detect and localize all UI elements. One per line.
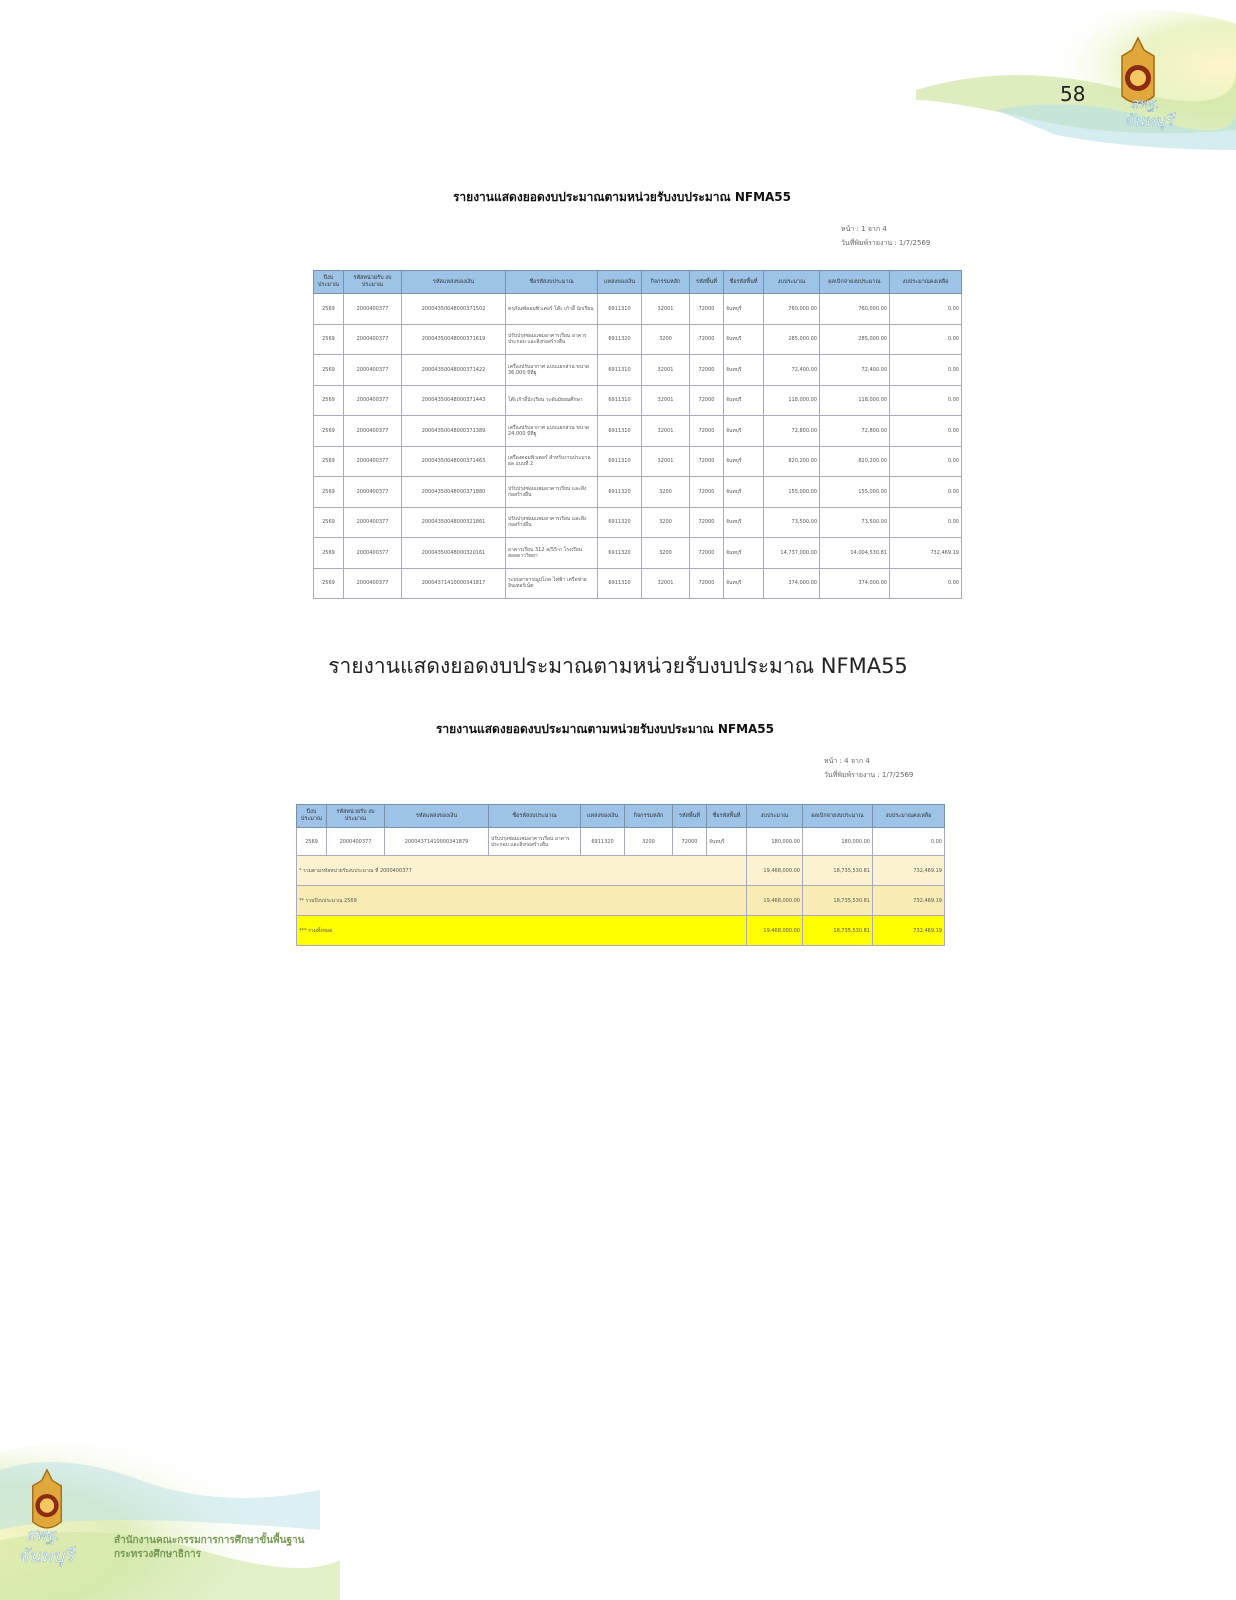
table-cell: 20004350048000371619 (402, 324, 506, 355)
table-cell: จันทบุรี (724, 538, 764, 569)
table-cell: 2000400377 (344, 294, 402, 325)
table-cell: ปรับปรุงซ่อมแซมอาคารเรียน อาคารประกอบ และสิ่งก่อสร้างอื่น (506, 324, 598, 355)
table-row (314, 385, 962, 416)
table-cell: 2000400377 (344, 416, 402, 447)
table-cell: 0.00 (890, 385, 962, 416)
table-row (314, 446, 962, 477)
table-cell: 72000 (690, 538, 724, 569)
table-cell: 0.00 (890, 416, 962, 447)
table-cell: 2569 (314, 477, 344, 508)
report-screenshot-2 (296, 720, 942, 960)
table-cell: 6911320 (598, 538, 642, 569)
table-cell: 72000 (690, 477, 724, 508)
table-cell: 73,500.00 (820, 507, 890, 538)
summary-remaining: 732,469.19 (873, 886, 945, 916)
summary-spent: 18,735,530.81 (803, 856, 873, 886)
table-cell: 6911310 (598, 446, 642, 477)
table-row (314, 568, 962, 599)
column-header: ชื่อรหัสงบประมาณ (506, 271, 598, 294)
table-cell: 72000 (690, 507, 724, 538)
table-cell: 32001 (642, 294, 690, 325)
table-cell: 3200 (642, 324, 690, 355)
table-cell: อาคารเรียน 312 ล/55-ก โรงเรียนสอยดาววิทยา (506, 538, 598, 569)
column-header: รหัสพื้นที่ (690, 271, 724, 294)
table-cell: 20004350048000371422 (402, 355, 506, 386)
table-cell: จันทบุรี (724, 416, 764, 447)
table-cell: 6911310 (598, 568, 642, 599)
table-cell: 72000 (690, 568, 724, 599)
table-cell: 72000 (690, 324, 724, 355)
table-cell: 72,400.00 (820, 355, 890, 386)
column-header: รหัสหน่วยรับ งบประมาณ (327, 805, 385, 828)
table-cell: 32001 (642, 355, 690, 386)
column-header: รหัสแหล่งของเงิน (385, 805, 489, 828)
table-cell: 72,800.00 (764, 416, 820, 447)
column-header: กิจกรรมหลัก (625, 805, 673, 828)
column-header: รหัสพื้นที่ (673, 805, 707, 828)
table-cell: 285,000.00 (764, 324, 820, 355)
table-cell: 2569 (314, 324, 344, 355)
print-date: วันที่พิมพ์รายงาน : 1/7/2569 (841, 239, 931, 247)
table-cell: เครื่องปรับอากาศ แบบแยกส่วน ขนาด 24,000 บีทียู (506, 416, 598, 447)
table-cell: 2569 (314, 355, 344, 386)
table-cell: 2000400377 (344, 385, 402, 416)
table-cell: 6911310 (598, 355, 642, 386)
table-cell: 155,000.00 (820, 477, 890, 508)
footer-logo-wordmark (12, 1522, 112, 1570)
table-cell: 20004371410000341817 (402, 568, 506, 599)
table-row (314, 477, 962, 508)
table-cell: จันทบุรี (724, 568, 764, 599)
table-cell: 3200 (625, 828, 673, 856)
table-cell: จันทบุรี (707, 828, 747, 856)
table-cell: 0.00 (890, 294, 962, 325)
table-cell: 3200 (642, 477, 690, 508)
table-row (314, 538, 962, 569)
print-date: วันที่พิมพ์รายงาน : 1/7/2569 (824, 771, 914, 779)
summary-remaining: 732,469.19 (873, 916, 945, 946)
table-cell: 20004371410000341879 (385, 828, 489, 856)
svg-text:สพฐ.: สพฐ. (1130, 96, 1160, 112)
table-cell: 732,469.19 (890, 538, 962, 569)
column-header: งบประมาณคงเหลือ (873, 805, 945, 828)
table-cell: 118,000.00 (764, 385, 820, 416)
table-row (297, 828, 945, 856)
table-cell: 20004350048000371389 (402, 416, 506, 447)
table-cell: 72000 (690, 294, 724, 325)
summary-label: * รวมตามรหัสหน่วยรับงบประมาณ ที่ 2000400377 (297, 856, 747, 886)
report-screenshot-1 (313, 188, 959, 608)
table-cell: 6911320 (598, 477, 642, 508)
page-info: หน้า : 4 จาก 4 (824, 757, 870, 765)
table-cell: 118,000.00 (820, 385, 890, 416)
page-number: 58 (1060, 82, 1086, 106)
table-row (314, 355, 962, 386)
table-cell: 6911310 (598, 294, 642, 325)
summary-budget: 19,468,000.00 (747, 856, 803, 886)
table-cell: 0.00 (890, 507, 962, 538)
svg-text:จันทบุรี: จันทบุรี (18, 1546, 74, 1567)
table-cell: 760,000.00 (764, 294, 820, 325)
table-cell: 20004350048000320161 (402, 538, 506, 569)
table-cell: 2000400377 (344, 324, 402, 355)
table-row (314, 416, 962, 447)
table-cell: 32001 (642, 446, 690, 477)
table-cell: 72000 (690, 446, 724, 477)
svg-text:สพฐ.: สพฐ. (26, 1525, 61, 1544)
report-title: รายงานแสดงยอดงบประมาณตามหน่วยรับงบประมาณ NFMA55 (435, 722, 775, 736)
column-header: รหัสหน่วยรับ งบประมาณ (344, 271, 402, 294)
table-cell: 20004350048000371880 (402, 477, 506, 508)
table-cell: ระบบสาธารณูปโภค ไฟฟ้า เครือข่ายอินเทอร์เน็ต (506, 568, 598, 599)
table-cell: 6911310 (598, 385, 642, 416)
table-cell: 374,000.00 (820, 568, 890, 599)
table-cell: 6911320 (581, 828, 625, 856)
summary-remaining: 732,469.19 (873, 856, 945, 886)
logo-wordmark (1120, 92, 1210, 132)
table-cell: 2569 (314, 385, 344, 416)
summary-label: ** รวมปีงบประมาณ 2569 (297, 886, 747, 916)
table-cell: ครุภัณฑ์คอมพิวเตอร์ โต๊ะ เก้าอี้ นักเรียน (506, 294, 598, 325)
summary-budget: 19,468,000.00 (747, 916, 803, 946)
table-cell: 2000400377 (344, 538, 402, 569)
column-header: งบประมาณคงเหลือ (890, 271, 962, 294)
column-header: แหล่งของเงิน (598, 271, 642, 294)
table-cell: 14,004,530.81 (820, 538, 890, 569)
summary-row (297, 886, 945, 916)
budget-table-summary (296, 804, 945, 946)
column-header: งบประมาณ (747, 805, 803, 828)
summary-row (297, 916, 945, 946)
column-header: ผลเบิกจ่ายงบประมาณ (820, 271, 890, 294)
column-header: แหล่งของเงิน (581, 805, 625, 828)
table-cell: 20004350048000321861 (402, 507, 506, 538)
table-cell: จันทบุรี (724, 446, 764, 477)
table-cell: 2000400377 (344, 477, 402, 508)
footer-agency (114, 1534, 304, 1562)
table-cell: 20004350048000371443 (402, 385, 506, 416)
table-cell: 20004350048000371502 (402, 294, 506, 325)
table-cell: 6911320 (598, 507, 642, 538)
table-cell: 2569 (314, 568, 344, 599)
table-cell: จันทบุรี (724, 355, 764, 386)
table-cell: 180,000.00 (747, 828, 803, 856)
table-row (314, 324, 962, 355)
table-cell: ปรับปรุงซ่อมแซมอาคารเรียน และสิ่งก่อสร้างอื่น (506, 477, 598, 508)
table-cell: 0.00 (873, 828, 945, 856)
table-cell: จันทบุรี (724, 477, 764, 508)
table-cell: 285,000.00 (820, 324, 890, 355)
column-header: ผลเบิกจ่ายงบประมาณ (803, 805, 873, 828)
table-cell: เครื่องปรับอากาศ แบบแยกส่วน ขนาด 36,000 บีทียู (506, 355, 598, 386)
column-header: ชื่อรหัสงบประมาณ (489, 805, 581, 828)
column-header: กิจกรรมหลัก (642, 271, 690, 294)
table-cell: 2000400377 (344, 568, 402, 599)
table-cell: 6911310 (598, 416, 642, 447)
figure-caption: รายงานแสดงยอดงบประมาณตามหน่วยรับงบประมาณ NFMA55 (328, 654, 908, 678)
table-cell: 2000400377 (344, 355, 402, 386)
table-cell: 32001 (642, 385, 690, 416)
table-cell: 2569 (314, 538, 344, 569)
table-cell: 0.00 (890, 477, 962, 508)
table-cell: 72,800.00 (820, 416, 890, 447)
table-cell: 72000 (690, 355, 724, 386)
table-cell: 2000400377 (327, 828, 385, 856)
table-cell: 2569 (314, 294, 344, 325)
table-cell: 20004350048000371463 (402, 446, 506, 477)
page-info: หน้า : 1 จาก 4 (841, 225, 887, 233)
table-cell: 820,200.00 (820, 446, 890, 477)
table-cell: 820,200.00 (764, 446, 820, 477)
table-cell: จันทบุรี (724, 507, 764, 538)
table-cell: 32001 (642, 416, 690, 447)
agency-name: สำนักงานคณะกรรมการการศึกษาขั้นพื้นฐาน (114, 1535, 305, 1546)
table-cell: ปรับปรุงซ่อมแซมอาคารเรียน และสิ่งก่อสร้างอื่น (506, 507, 598, 538)
table-cell: ปรับปรุงซ่อมแซมอาคารเรียน อาคารประกอบ และสิ่งก่อสร้างอื่น (489, 828, 581, 856)
report-meta (824, 754, 914, 782)
table-cell: 0.00 (890, 568, 962, 599)
table-cell: 14,737,000.00 (764, 538, 820, 569)
column-header: ชื่อรหัสพื้นที่ (707, 805, 747, 828)
table-row (314, 294, 962, 325)
summary-label: *** รวมทั้งหมด (297, 916, 747, 946)
table-cell: จันทบุรี (724, 324, 764, 355)
column-header: ชื่อรหัสพื้นที่ (724, 271, 764, 294)
table-cell: โต๊ะเก้าอี้นักเรียน ระดับมัธยมศึกษา (506, 385, 598, 416)
table-cell: 2569 (314, 507, 344, 538)
table-cell: 2569 (314, 446, 344, 477)
table-cell: 3200 (642, 538, 690, 569)
table-cell: 2000400377 (344, 507, 402, 538)
table-cell: เครื่องคอมพิวเตอร์ สำหรับงานประมวลผล แบบที่ 2 (506, 446, 598, 477)
table-cell: 72000 (690, 385, 724, 416)
budget-table (313, 270, 962, 599)
ministry-name: กระทรวงศึกษาธิการ (114, 1549, 202, 1560)
table-cell: จันทบุรี (724, 385, 764, 416)
table-cell: 180,000.00 (803, 828, 873, 856)
table-cell: 374,000.00 (764, 568, 820, 599)
table-row (314, 507, 962, 538)
summary-spent: 18,735,530.81 (803, 916, 873, 946)
table-cell: 0.00 (890, 355, 962, 386)
table-cell: 72000 (690, 416, 724, 447)
table-cell: 2569 (314, 416, 344, 447)
summary-budget: 19,468,000.00 (747, 886, 803, 916)
report-title: รายงานแสดงยอดงบประมาณตามหน่วยรับงบประมาณ NFMA55 (452, 190, 792, 204)
report-meta (841, 222, 931, 250)
table-cell: 155,000.00 (764, 477, 820, 508)
table-cell: 6911320 (598, 324, 642, 355)
table-cell: 2569 (297, 828, 327, 856)
table-cell: จันทบุรี (724, 294, 764, 325)
summary-spent: 18,735,530.81 (803, 886, 873, 916)
svg-text:จันทบุรี: จันทบุรี (1124, 111, 1174, 130)
column-header: รหัสแหล่งของเงิน (402, 271, 506, 294)
table-cell: 72,400.00 (764, 355, 820, 386)
table-cell: 72000 (673, 828, 707, 856)
column-header: ปีงบ ประมาณ (297, 805, 327, 828)
summary-row (297, 856, 945, 886)
column-header: งบประมาณ (764, 271, 820, 294)
table-cell: 0.00 (890, 324, 962, 355)
table-cell: 73,500.00 (764, 507, 820, 538)
table-cell: 32001 (642, 568, 690, 599)
table-cell: 3200 (642, 507, 690, 538)
column-header: ปีงบ ประมาณ (314, 271, 344, 294)
table-cell: 760,000.00 (820, 294, 890, 325)
table-cell: 0.00 (890, 446, 962, 477)
table-cell: 2000400377 (344, 446, 402, 477)
